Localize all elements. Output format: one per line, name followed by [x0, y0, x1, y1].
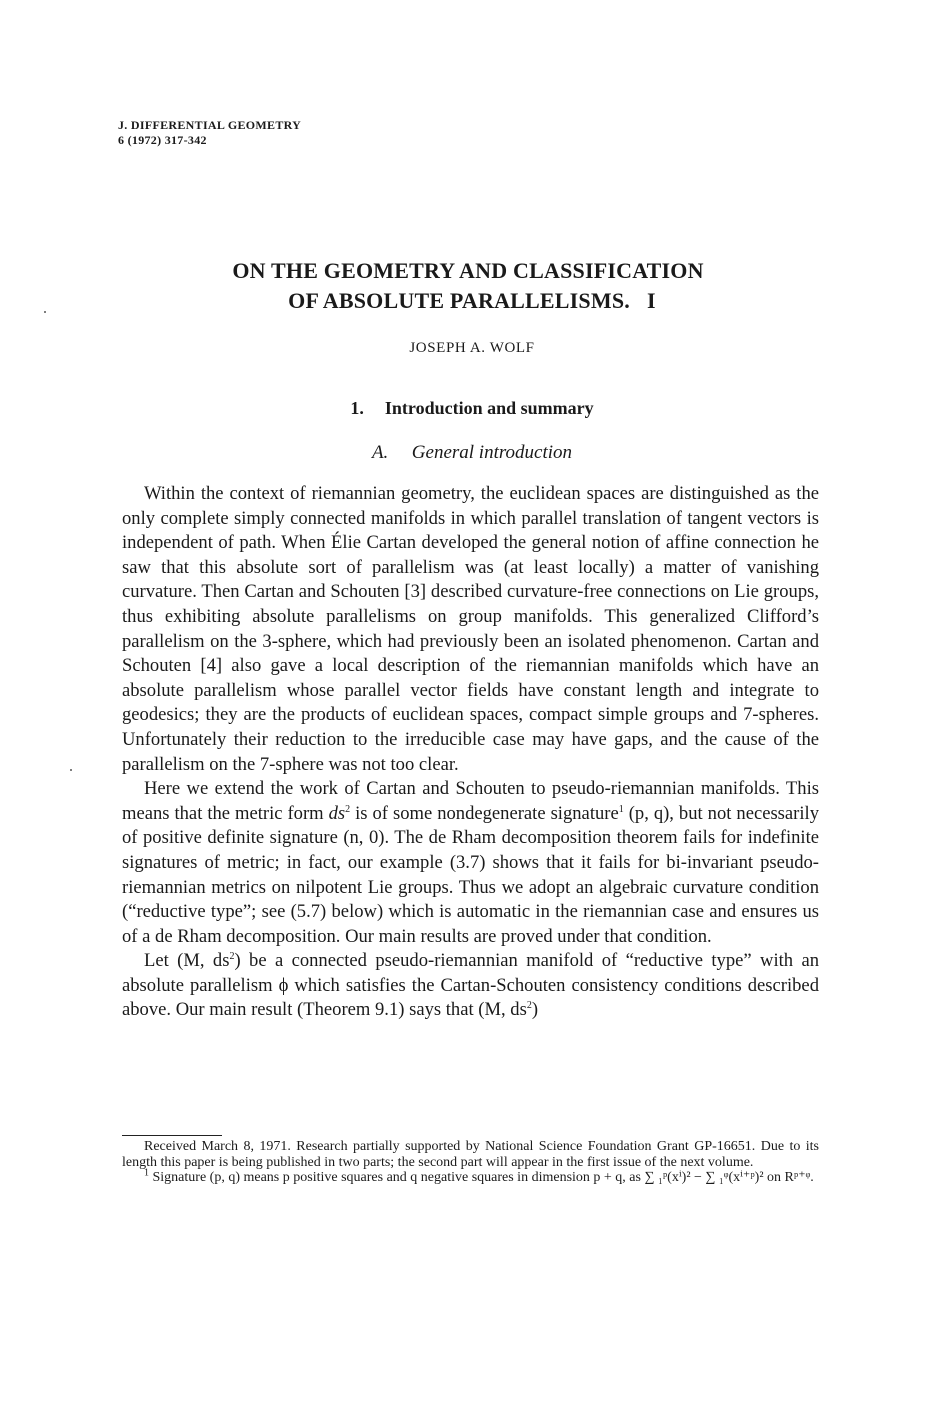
journal-name: J. DIFFERENTIAL GEOMETRY [118, 118, 302, 132]
section-heading [0, 398, 944, 419]
subsection-label: A. [371, 442, 389, 463]
subsection-heading [0, 442, 944, 464]
paragraph-3: Let (M, $ds^2$) be a connected pseudo-riemannian manifold of “reductive type” with an absolute parallelism ϕ which satisfies the Cartan-Schouten consistency conditions described above. Our main result (Theorem 9.1) says that (M, $ds^2$) [122, 950, 820, 1021]
section-number: 1. [350, 398, 364, 418]
paragraph-2: Here we extend the work of Cartan and Schouten to pseudo-riemannian manifolds. This means that the metric form $ds^2$ is of some nondegenerate signature$^1$ (p, q), but not necessarily of positive definite signature (n, 0). The de Rham decomposition theorem fails for indefinite signatures of metric; in fact, our example (3.7) shows that it fails for bi-invariant pseudo-riemannian metrics on nilpotent Lie groups. Thus we adopt an algebraic curvature condition (“reductive type”; see (5.7) below) which is automatic in the riemannian case and ensures us of a de Rham decomposition. Our main results are proved under that condition. [122, 778, 819, 947]
subsection-title: General introduction [411, 442, 573, 463]
body-text [122, 482, 819, 1023]
footnotes [122, 1139, 819, 1186]
paper-title [0, 256, 944, 316]
footnote-1: $^1$ Signature (p, q) means p positive squares and q negative squares in dimension p + q, as ∑ ₁ᵖ(xⁱ)² − ∑ ₁ᵠ(xⁱ⁺ᵖ)² on Rᵖ⁺ᵠ. [144, 1167, 814, 1185]
footnote-received: Received March 8, 1971. Research partially supported by National Science Foundation Grant GP-16651. Due to its length this paper is being published in two parts; the second part will appear in the first issue of the next volume. [122, 1139, 819, 1170]
journal-volume: 6 (1972) 317-342 [118, 133, 207, 147]
paragraph-1: Within the context of riemannian geometry, the euclidean spaces are distinguished as the only complete simply connected manifolds in which parallel translation of tangent vectors is independent of path. When Élie Cartan developed the general notion of affine connection he saw that this absolute sort of parallelism was (at least locally) a matter of vanishing curvature. Then Cartan and Schouten [3] described curvature-free connections on Lie groups, thus exhibiting absolute parallelisms on group manifolds. This generalized Clifford’s parallelism on the 3-sphere, which had previously been an isolated phenomenon. Cartan and Schouten [4] also gave a local description of the riemannian manifolds which have an absolute parallelism whose parallel vector fields have constant length and integrate to geodesics; they are the products of euclidean spaces, compact simple groups and 7-spheres. Unfortunately their reduction to the irreducible case may have gaps, and the cause of the parallelism on the 7-sphere was not too clear. [122, 483, 819, 775]
title-line-1: ON THE GEOMETRY AND CLASSIFICATION [232, 258, 704, 283]
title-line-2: OF ABSOLUTE PARALLELISMS. I [288, 288, 656, 313]
journal-header [118, 118, 301, 148]
author: JOSEPH A. WOLF [409, 340, 535, 356]
footnote-rule [122, 1135, 222, 1136]
section-title: Introduction and summary [384, 398, 594, 418]
footnote-marker: 1 [618, 803, 624, 815]
